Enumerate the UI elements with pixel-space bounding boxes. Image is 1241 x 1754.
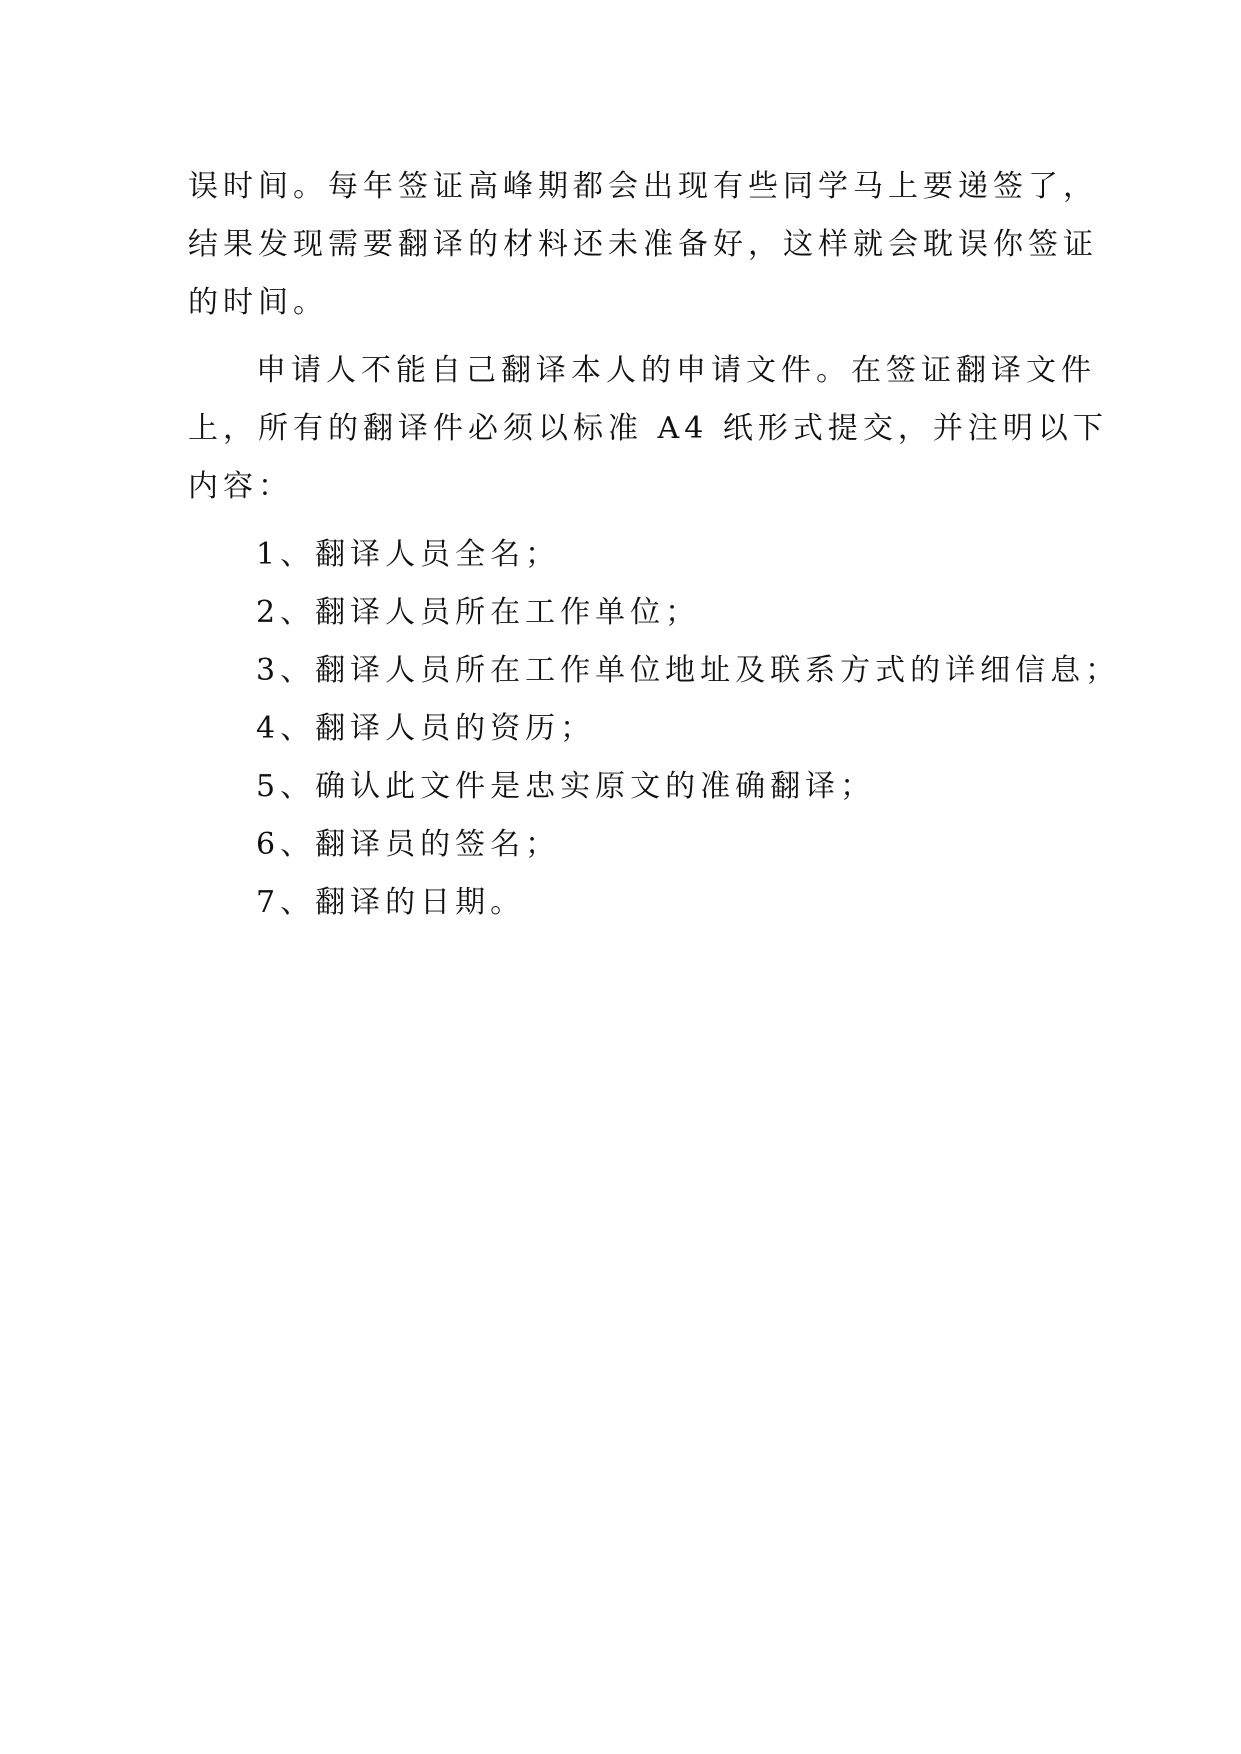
paragraph-2 bbox=[188, 342, 1108, 516]
list-item: 2、翻译人员所在工作单位； bbox=[256, 595, 701, 630]
paragraph-2-line-1: 申请人不能自己翻译本人的申请文件。在签证翻译文件 bbox=[256, 353, 1096, 388]
list-item: 1、翻译人员全名； bbox=[256, 537, 561, 572]
requirements-list bbox=[188, 526, 1121, 932]
list-item: 6、翻译员的签名； bbox=[256, 827, 561, 862]
document-body bbox=[188, 158, 1121, 932]
list-item: 4、翻译人员的资历； bbox=[256, 711, 596, 746]
paragraph-spacer bbox=[188, 516, 1068, 526]
paragraph-1-line-2: 结果发现需要翻译的材料还未准备好，这样就会耽误你签证 bbox=[188, 227, 1098, 262]
list-item: 7、翻译的日期。 bbox=[256, 885, 526, 920]
paragraph-spacer bbox=[188, 332, 1068, 342]
list-item: 5、确认此文件是忠实原文的准确翻译； bbox=[256, 769, 876, 804]
list-item: 3、翻译人员所在工作单位地址及联系方式的详细信息； bbox=[256, 653, 1121, 688]
paragraph-1 bbox=[188, 158, 1098, 332]
paragraph-2-line-3: 内容： bbox=[188, 469, 293, 504]
paragraph-2-line-2: 上，所有的翻译件必须以标准 A4 纸形式提交，并注明以下 bbox=[188, 411, 1108, 446]
paragraph-1-line-3: 的时间。 bbox=[188, 285, 328, 320]
paragraph-1-line-1: 误时间。每年签证高峰期都会出现有些同学马上要递签了， bbox=[188, 169, 1098, 204]
